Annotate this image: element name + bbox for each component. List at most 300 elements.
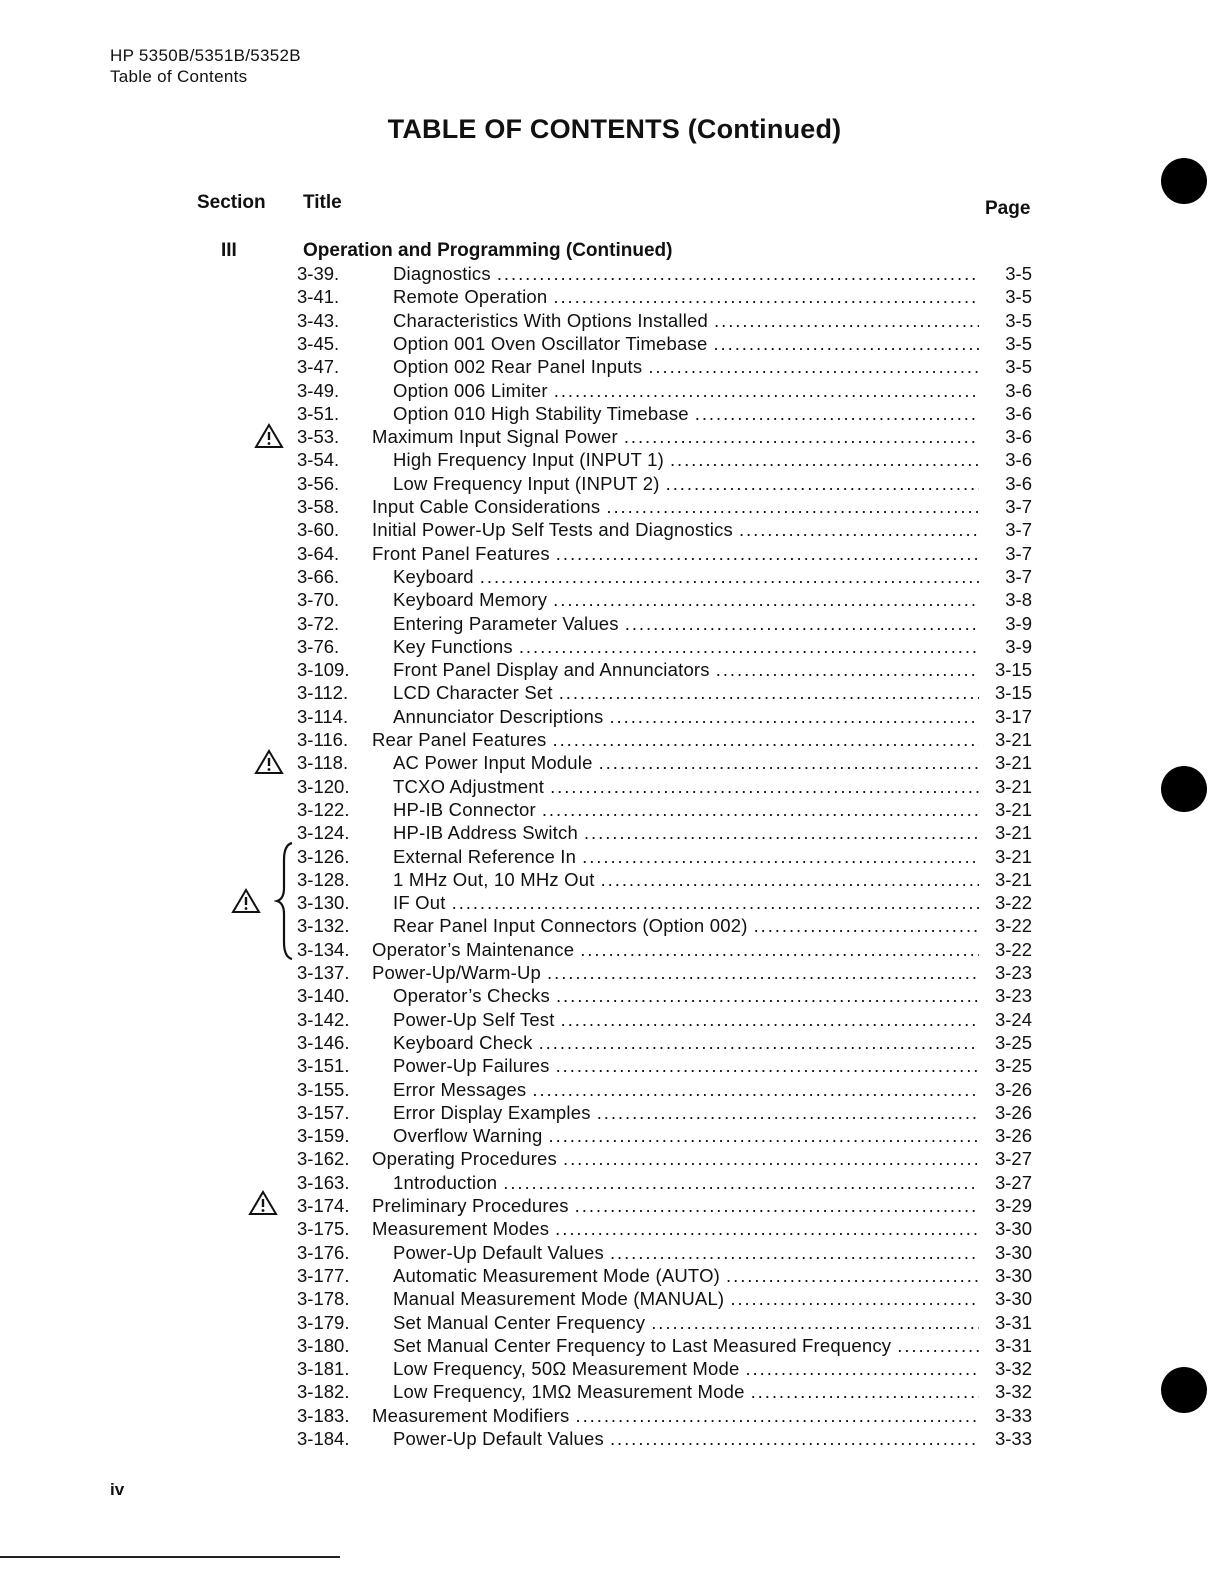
toc-entry — [0, 472, 1229, 495]
toc-entry-page: 3-33 — [994, 1428, 1032, 1449]
dot-leader — [547, 961, 979, 984]
toc-entry-page: 3-23 — [994, 962, 1032, 983]
toc-entry-title: Power-Up/Warm-Up — [372, 962, 542, 983]
toc-entry-title: Maximum Input Signal Power — [372, 426, 618, 448]
toc-entry-title: Rear Panel Input Connectors (Option 002) — [393, 915, 748, 937]
toc-entry-number: 3-60. — [297, 519, 340, 541]
toc-entry-title-with-leader — [393, 1311, 979, 1334]
toc-entry-title-with-leader — [372, 1217, 979, 1240]
dot-leader — [497, 262, 979, 285]
toc-entry — [0, 1171, 1229, 1194]
dot-leader — [716, 658, 979, 681]
column-header-title: Title — [303, 192, 342, 213]
toc-entry-title: Initial Power-Up Self Tests and Diagnostics — [372, 519, 733, 541]
column-header-page: Page — [985, 198, 1031, 219]
toc-entry-page: 3-25 — [994, 1031, 1032, 1053]
toc-entry-number: 3-109. — [297, 659, 350, 681]
dot-leader — [609, 705, 979, 728]
toc-entry-title: Characteristics With Options Installed — [393, 309, 709, 331]
toc-entry-title-with-leader — [372, 961, 979, 984]
dot-leader — [730, 1287, 979, 1310]
punch-hole-icon — [1161, 766, 1207, 812]
toc-entry-title-with-leader — [393, 751, 979, 774]
toc-entry-title-with-leader — [393, 262, 979, 285]
toc-entry-title-with-leader — [393, 914, 979, 937]
toc-entry-number: 3-120. — [297, 775, 350, 797]
toc-entry-number: 3-114. — [297, 705, 349, 727]
toc-entry-number: 3-112. — [297, 682, 349, 704]
toc-entry-number: 3-76. — [297, 635, 340, 657]
toc-entry-title: Operating Procedures — [372, 1148, 557, 1170]
toc-entry-title: Power-Up Default Values — [393, 1428, 604, 1449]
toc-entry-page: 3-6 — [1005, 472, 1032, 494]
toc-entry-number: 3-72. — [297, 612, 340, 634]
toc-entry-title: Low Frequency, 1MΩ Measurement Mode — [393, 1381, 745, 1403]
dot-leader — [555, 1217, 979, 1240]
dot-leader — [556, 542, 979, 565]
toc-entry-page: 3-29 — [994, 1195, 1032, 1216]
toc-entry — [0, 1334, 1229, 1357]
toc-entry-title-with-leader — [372, 728, 979, 751]
toc-entry-number: 3-140. — [297, 985, 350, 1007]
toc-entry-title-with-leader — [372, 1404, 979, 1427]
toc-entry-title-with-leader — [393, 891, 979, 914]
toc-entry-title: High Frequency Input (INPUT 1) — [393, 449, 664, 471]
toc-entry-number: 3-137. — [297, 962, 350, 983]
toc-entry-title-with-leader — [393, 1101, 979, 1124]
dot-leader — [532, 1078, 979, 1101]
toc-entry-title: AC Power Input Module — [393, 752, 593, 774]
toc-entry — [0, 1194, 1229, 1217]
document-model-header: HP 5350B/5351B/5352B — [110, 46, 301, 65]
toc-entry-number: 3-162. — [297, 1148, 350, 1170]
toc-entry-title-with-leader — [393, 565, 979, 588]
toc-entry-title-with-leader — [393, 821, 979, 844]
toc-entry-title-with-leader — [372, 1147, 979, 1170]
dot-leader — [713, 332, 979, 355]
dot-leader — [601, 868, 979, 891]
toc-entry-title: Input Cable Considerations — [372, 496, 601, 517]
toc-entry-title: Keyboard Check — [393, 1031, 533, 1053]
toc-entry — [0, 1147, 1229, 1170]
toc-entry-number: 3-51. — [297, 402, 340, 424]
toc-entry-number: 3-163. — [297, 1171, 350, 1193]
toc-entry-title-with-leader — [393, 1008, 979, 1031]
toc-entry-page: 3-26 — [994, 1101, 1032, 1123]
toc-entry-page: 3-26 — [994, 1125, 1032, 1147]
toc-entry-title: Rear Panel Features — [372, 729, 547, 750]
toc-entry — [0, 798, 1229, 821]
dot-leader — [745, 1357, 979, 1380]
toc-entry-title: Option 006 Limiter — [393, 379, 548, 401]
dot-leader — [553, 285, 979, 308]
toc-entry-title: Set Manual Center Frequency to Last Measured Frequency — [393, 1334, 892, 1356]
column-header-section: Section — [197, 192, 266, 213]
toc-entry-number: 3-179. — [297, 1311, 350, 1333]
dot-leader — [563, 1147, 979, 1170]
toc-entry-number: 3-66. — [297, 565, 340, 587]
toc-entry-number: 3-122. — [297, 798, 350, 820]
toc-entry-title-with-leader — [393, 984, 979, 1007]
toc-entry-page: 3-21 — [994, 822, 1032, 844]
toc-entry-page: 3-31 — [994, 1334, 1032, 1356]
footer-rule — [0, 1556, 340, 1558]
toc-entry-page: 3-31 — [994, 1311, 1032, 1333]
dot-leader — [610, 1427, 979, 1450]
toc-entry-page: 3-6 — [1005, 379, 1032, 401]
toc-entry-number: 3-176. — [297, 1241, 350, 1263]
toc-entry-page: 3-15 — [994, 682, 1032, 704]
toc-entry-title-with-leader — [393, 1334, 979, 1357]
dot-leader — [582, 845, 979, 868]
dot-leader — [542, 798, 979, 821]
toc-entry — [0, 775, 1229, 798]
toc-entry-title: Option 001 Oven Oscillator Timebase — [393, 332, 708, 354]
dot-leader — [754, 914, 979, 937]
toc-entry — [0, 821, 1229, 844]
toc-entry-page: 3-5 — [1005, 309, 1032, 331]
toc-entry-number: 3-174. — [297, 1195, 350, 1216]
toc-entry-page: 3-30 — [994, 1288, 1032, 1310]
toc-entry-number: 3-178. — [297, 1288, 350, 1310]
toc-entry-title-with-leader — [393, 332, 979, 355]
toc-entry — [0, 728, 1229, 751]
page-title: TABLE OF CONTENTS (Continued) — [387, 114, 842, 144]
toc-entry — [0, 402, 1229, 425]
toc-entry-page: 3-27 — [994, 1148, 1032, 1170]
warning-triangle-icon — [254, 749, 284, 775]
toc-entry-page: 3-6 — [1005, 402, 1032, 424]
toc-entry-title-with-leader — [372, 938, 979, 961]
toc-entry-title: HP-IB Address Switch — [393, 822, 578, 844]
toc-entry — [0, 984, 1229, 1007]
toc-entry-page: 3-21 — [994, 729, 1032, 750]
toc-entry-title-with-leader — [393, 379, 979, 402]
toc-entry-number: 3-155. — [297, 1078, 350, 1100]
toc-entry-title-with-leader — [393, 1054, 979, 1077]
toc-entry-page: 3-24 — [994, 1008, 1032, 1030]
toc-entry-page: 3-30 — [994, 1241, 1032, 1263]
toc-entry-page: 3-30 — [994, 1264, 1032, 1286]
dot-leader — [624, 425, 979, 448]
toc-entry-title-with-leader — [393, 309, 979, 332]
toc-entry-title-with-leader — [393, 798, 979, 821]
toc-entry-page: 3-21 — [994, 752, 1032, 774]
curly-bracket-icon — [274, 840, 296, 962]
dot-leader — [584, 821, 979, 844]
toc-entry-number: 3-116. — [297, 729, 349, 750]
toc-entry-page: 3-33 — [994, 1404, 1032, 1426]
toc-entry — [0, 914, 1229, 937]
toc-entry-title-with-leader — [372, 1194, 979, 1217]
section-title: Operation and Programming (Continued) — [303, 240, 673, 261]
toc-entry-number: 3-132. — [297, 915, 350, 937]
toc-entry-number: 3-64. — [297, 542, 340, 564]
toc-entry-number: 3-41. — [297, 286, 340, 308]
toc-entry-page: 3-9 — [1005, 612, 1032, 634]
toc-entry — [0, 1101, 1229, 1124]
dot-leader — [549, 1124, 979, 1147]
toc-entry-number: 3-180. — [297, 1334, 350, 1356]
toc-entry-number: 3-159. — [297, 1125, 350, 1147]
toc-entry-title: Error Display Examples — [393, 1101, 591, 1123]
toc-entry-number: 3-47. — [297, 356, 340, 378]
dot-leader — [452, 891, 979, 914]
toc-entry-title-with-leader — [393, 1287, 979, 1310]
toc-entry — [0, 751, 1229, 774]
toc-entry-number: 3-70. — [297, 589, 340, 611]
dot-leader — [695, 402, 979, 425]
toc-entry-title: Keyboard Memory — [393, 589, 548, 611]
toc-entry-number: 3-39. — [297, 263, 340, 284]
toc-entry-number: 3-146. — [297, 1031, 350, 1053]
toc-entry-page: 3-7 — [1005, 565, 1032, 587]
toc-entry-page: 3-22 — [994, 915, 1032, 937]
toc-entry — [0, 1404, 1229, 1427]
toc-entry-title: Key Functions — [393, 635, 513, 657]
toc-entry-page: 3-8 — [1005, 589, 1032, 611]
toc-entry-title: Low Frequency, 50Ω Measurement Mode — [393, 1358, 740, 1380]
toc-entry-page: 3-21 — [994, 845, 1032, 867]
dot-leader — [556, 984, 979, 1007]
toc-entry-number: 3-151. — [297, 1055, 350, 1077]
toc-entry-title: Operator’s Checks — [393, 985, 550, 1007]
toc-entry-number: 3-181. — [297, 1358, 350, 1380]
dot-leader — [610, 1241, 979, 1264]
toc-entry-number: 3-54. — [297, 449, 340, 471]
toc-entry-page: 3-5 — [1005, 263, 1032, 284]
toc-entry-title-with-leader — [393, 1380, 979, 1403]
dot-leader — [561, 1008, 979, 1031]
toc-entry-page: 3-27 — [994, 1171, 1032, 1193]
toc-entry-page: 3-32 — [994, 1381, 1032, 1403]
toc-entry — [0, 1217, 1229, 1240]
section-number: III — [221, 240, 237, 261]
toc-entry-title: Keyboard — [393, 565, 474, 587]
toc-entry-title-with-leader — [393, 402, 979, 425]
toc-entry-title-with-leader — [393, 705, 979, 728]
toc-entry-number: 3-58. — [297, 496, 340, 517]
dot-leader — [599, 751, 979, 774]
toc-entry — [0, 658, 1229, 681]
toc-entry — [0, 518, 1229, 541]
toc-entry-number: 3-128. — [297, 868, 350, 890]
toc-entry — [0, 1427, 1229, 1450]
toc-entry — [0, 961, 1229, 984]
punch-hole-icon — [1161, 158, 1207, 204]
toc-entry-title-with-leader — [393, 472, 979, 495]
toc-entry-title: Operator’s Maintenance — [372, 938, 575, 960]
toc-entry — [0, 425, 1229, 448]
toc-entry-number: 3-130. — [297, 892, 350, 914]
toc-entry-title-with-leader — [393, 681, 979, 704]
toc-entry-number: 3-184. — [297, 1428, 350, 1449]
toc-entry-title: Option 002 Rear Panel Inputs — [393, 356, 643, 378]
toc-entry — [0, 612, 1229, 635]
toc-entry-title: TCXO Adjustment — [393, 775, 545, 797]
toc-entry-title: 1ntroduction — [393, 1171, 498, 1193]
dot-leader — [739, 518, 979, 541]
dot-leader — [554, 379, 979, 402]
dot-leader — [575, 1194, 979, 1217]
toc-entry-number: 3-124. — [297, 822, 350, 844]
dot-leader — [597, 1101, 979, 1124]
dot-leader — [666, 472, 979, 495]
dot-leader — [553, 728, 979, 751]
toc-entry — [0, 891, 1229, 914]
punch-hole-icon — [1161, 1367, 1207, 1413]
toc-entry — [0, 938, 1229, 961]
toc-entry — [0, 681, 1229, 704]
dot-leader — [576, 1404, 980, 1427]
dot-leader — [648, 355, 979, 378]
toc-entry — [0, 379, 1229, 402]
toc-entry — [0, 1031, 1229, 1054]
toc-entry-title: Remote Operation — [393, 286, 548, 308]
toc-entry-title: Automatic Measurement Mode (AUTO) — [393, 1264, 721, 1286]
toc-entry-page: 3-5 — [1005, 356, 1032, 378]
toc-entry-page: 3-22 — [994, 892, 1032, 914]
dot-leader — [553, 588, 979, 611]
dot-leader — [606, 495, 979, 518]
toc-entry-title: LCD Character Set — [393, 682, 553, 704]
toc-entry-number: 3-43. — [297, 309, 340, 331]
toc-entry-title: Error Messages — [393, 1078, 527, 1100]
toc-entry — [0, 868, 1229, 891]
toc-entry — [0, 495, 1229, 518]
toc-entry-title-with-leader — [393, 1171, 979, 1194]
toc-entry-title: Power-Up Failures — [393, 1055, 550, 1077]
toc-entry-title: Front Panel Features — [372, 542, 550, 564]
document-subtitle-header: Table of Contents — [110, 67, 248, 86]
toc-entry-page: 3-7 — [1005, 519, 1032, 541]
toc-entry-number: 3-177. — [297, 1264, 350, 1286]
dot-leader — [503, 1171, 979, 1194]
toc-entry-title: Entering Parameter Values — [393, 612, 619, 634]
dot-leader — [651, 1311, 979, 1334]
toc-entry-title-with-leader — [393, 285, 979, 308]
toc-entry-page: 3-26 — [994, 1078, 1032, 1100]
dot-leader — [625, 612, 979, 635]
dot-leader — [559, 681, 979, 704]
toc-entry-title: Annunciator Descriptions — [393, 705, 604, 727]
toc-entry-title: Front Panel Display and Annunciators — [393, 659, 710, 681]
toc-entry-number: 3-182. — [297, 1381, 350, 1403]
dot-leader — [556, 1054, 979, 1077]
warning-triangle-icon — [254, 423, 284, 449]
toc-entry-page: 3-6 — [1005, 449, 1032, 471]
dot-leader — [519, 635, 979, 658]
toc-entry-number: 3-157. — [297, 1101, 350, 1123]
toc-entry-title-with-leader — [393, 775, 979, 798]
toc-entry-page: 3-25 — [994, 1055, 1032, 1077]
dot-leader — [670, 448, 979, 471]
toc-entry — [0, 262, 1229, 285]
toc-entry — [0, 309, 1229, 332]
toc-entry-title-with-leader — [393, 1427, 979, 1450]
toc-entry-page: 3-21 — [994, 775, 1032, 797]
toc-entry — [0, 448, 1229, 471]
toc-entry-title: Diagnostics — [393, 263, 491, 284]
toc-entry-title-with-leader — [393, 1241, 979, 1264]
dot-leader — [897, 1334, 979, 1357]
toc-entry-title: Low Frequency Input (INPUT 2) — [393, 472, 660, 494]
toc-entry-title-with-leader — [372, 542, 979, 565]
dot-leader — [550, 775, 979, 798]
toc-entry — [0, 1357, 1229, 1380]
toc-entry-title-with-leader — [372, 518, 979, 541]
toc-entry-title: Overflow Warning — [393, 1125, 543, 1147]
toc-entry — [0, 1380, 1229, 1403]
toc-entry-title-with-leader — [393, 588, 979, 611]
toc-entry-title-with-leader — [393, 845, 979, 868]
toc-entry — [0, 845, 1229, 868]
toc-entry — [0, 635, 1229, 658]
toc-entry — [0, 1078, 1229, 1101]
toc-entry-title-with-leader — [393, 868, 979, 891]
toc-entry-number: 3-56. — [297, 472, 340, 494]
toc-entry-number: 3-134. — [297, 938, 350, 960]
dot-leader — [751, 1380, 979, 1403]
toc-entry-page: 3-7 — [1005, 496, 1032, 517]
toc-entry-title-with-leader — [393, 1078, 979, 1101]
toc-entry-page: 3-21 — [994, 868, 1032, 890]
toc-entry — [0, 1311, 1229, 1334]
toc-entry-page: 3-9 — [1005, 635, 1032, 657]
toc-entry-title-with-leader — [393, 658, 979, 681]
toc-entry-title: Power-Up Self Test — [393, 1008, 555, 1030]
toc-entry-title: Measurement Modifiers — [372, 1404, 570, 1426]
toc-entry-page: 3-23 — [994, 985, 1032, 1007]
toc-entry — [0, 565, 1229, 588]
toc-entry-number: 3-126. — [297, 845, 350, 867]
toc-entry-page: 3-5 — [1005, 286, 1032, 308]
toc-entry-number: 3-175. — [297, 1218, 350, 1240]
toc-entry-title-with-leader — [393, 355, 979, 378]
toc-entry-page: 3-6 — [1005, 426, 1032, 448]
toc-entry-title: IF Out — [393, 892, 446, 914]
toc-entry — [0, 588, 1229, 611]
toc-entry-title: Preliminary Procedures — [372, 1195, 569, 1216]
toc-entry-title: HP-IB Connector — [393, 798, 536, 820]
page-number-footer: iv — [110, 1480, 125, 1499]
toc-entry-title: 1 MHz Out, 10 MHz Out — [393, 868, 595, 890]
toc-entry — [0, 332, 1229, 355]
toc-entry-page: 3-15 — [994, 659, 1032, 681]
toc-entry-title: Set Manual Center Frequency — [393, 1311, 646, 1333]
toc-entry — [0, 705, 1229, 728]
dot-leader — [539, 1031, 979, 1054]
toc-entry — [0, 1124, 1229, 1147]
toc-entry-title: Manual Measurement Mode (MANUAL) — [393, 1288, 725, 1310]
toc-entry-title-with-leader — [372, 425, 979, 448]
toc-entry — [0, 1241, 1229, 1264]
toc-entry-title: Power-Up Default Values — [393, 1241, 604, 1263]
warning-triangle-icon — [248, 1190, 278, 1216]
toc-entry — [0, 1264, 1229, 1287]
toc-entry — [0, 1054, 1229, 1077]
toc-entry-number: 3-45. — [297, 332, 340, 354]
toc-entry-title-with-leader — [393, 448, 979, 471]
dot-leader — [480, 565, 979, 588]
toc-entry — [0, 1008, 1229, 1031]
dot-leader — [580, 938, 979, 961]
toc-entry-title-with-leader — [393, 1031, 979, 1054]
toc-entry-page: 3-17 — [994, 705, 1032, 727]
toc-entry-title-with-leader — [393, 1124, 979, 1147]
toc-entry-title-with-leader — [393, 1357, 979, 1380]
dot-leader — [726, 1264, 979, 1287]
